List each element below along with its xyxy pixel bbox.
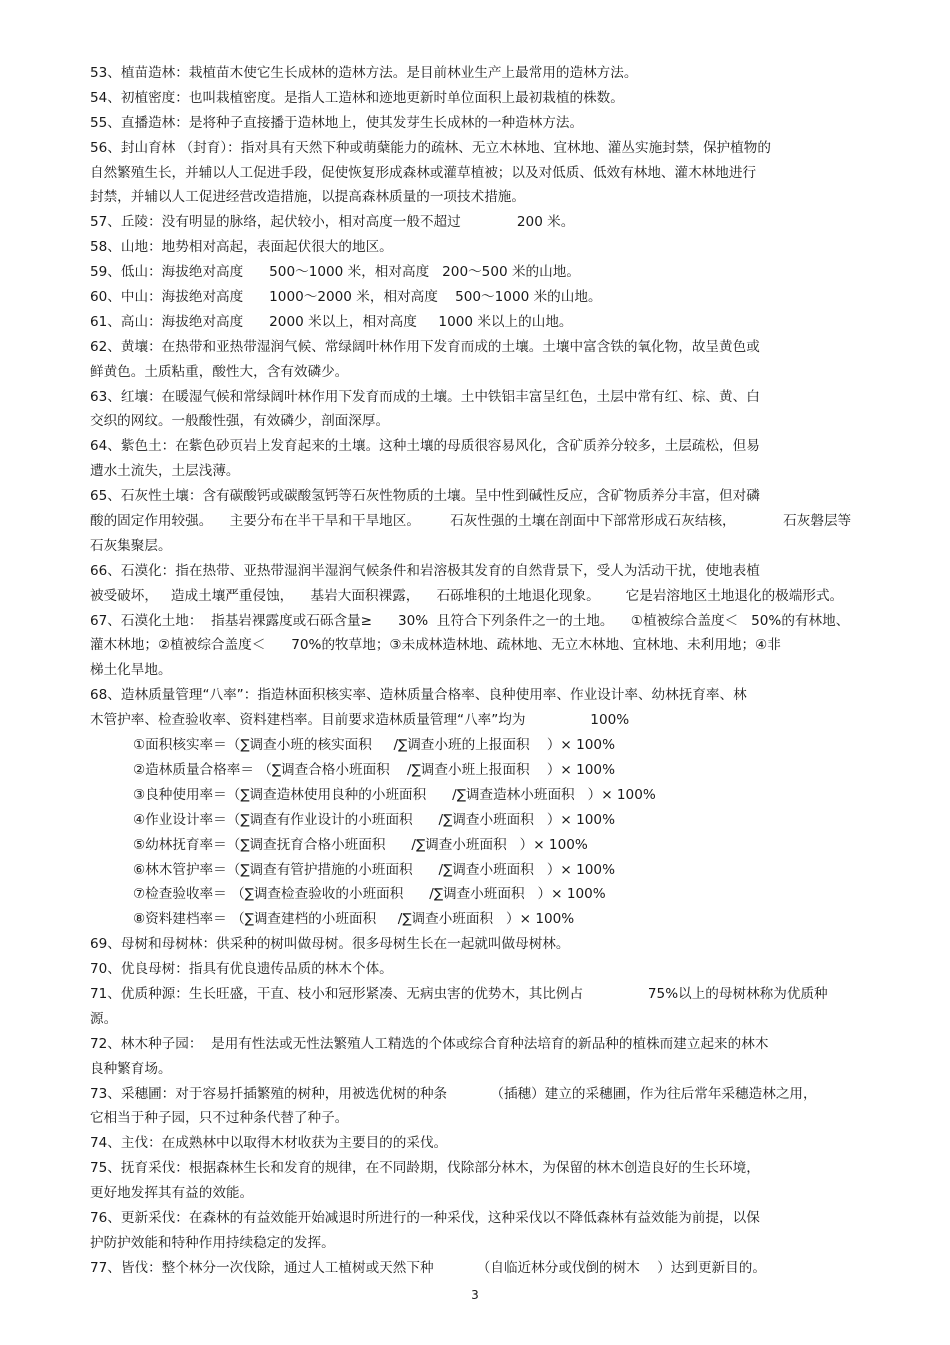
glossary-entry	[90, 1206, 905, 1256]
entry-text-line: 63、红壤：在暖湿气候和常绿阔叶林作用下发育而成的土壤。土中铁铝丰富呈红色，土层中常有红、棕、黄、白	[90, 388, 760, 405]
entry-text-line: 65、石灰性土壤：含有碳酸钙或碳酸氢钙等石灰性物质的土壤。呈中性到碱性反应，含矿物质养分丰富，但对磷	[90, 488, 760, 505]
entry-text-line: 55、直播造林：是将种子直接播于造林地上，使其发芽生长成林的一种造林方法。	[90, 114, 584, 131]
glossary-entry	[90, 111, 905, 136]
entry-text-line: 67、石漠化土地： 指基岩裸露度或石砾含量≥ 30% 且符合下列条件之一的土地。 ①植被综合盖度＜ 50%的有林地、	[90, 612, 850, 629]
entry-text-line: 76、更新采伐：在森林的有益效能开始减退时所进行的一种采伐，这种采伐以不降低森林有益效能为前提，以保	[90, 1209, 760, 1226]
glossary-entry	[90, 260, 905, 285]
entry-text-line: 鲜黄色。土质粘重，酸性大，含有效磷少。	[90, 363, 349, 380]
entry-text-line: 72、林木种子园： 是用有性法或无性法繁殖人工精选的个体或综合育种法培育的新品种的植株而建立起来的林木	[90, 1035, 769, 1052]
entry-text-line: 69、母树和母树林：供采种的树叫做母树。很多母树生长在一起就叫做母树林。	[90, 936, 570, 953]
entry-text-line: 57、丘陵：没有明显的脉络，起伏较小，相对高度一般不超过 200 米。	[90, 214, 575, 231]
glossary-entry	[90, 235, 905, 260]
entry-text-line: 75、抚育采伐：根据森林生长和发育的规律，在不同龄期，伐除部分林木，为保留的林木创造良好的生长环境，	[90, 1160, 760, 1177]
formula-line: ⑧资料建档率＝ （∑调查建档的小班面积 /∑调查小班面积 ）× 100%	[133, 911, 575, 928]
entry-text-line: 64、紫色土：在紫色砂页岩上发育起来的土壤。这种土壤的母质很容易风化，含矿质养分较多，土层疏松，但易	[90, 438, 760, 455]
entry-text-line: 被受破坏， 造成土壤严重侵蚀， 基岩大面积裸露， 石砾堆积的土地退化现象。 它是岩溶地区土地退化的极端形式。	[90, 587, 844, 604]
glossary-body	[90, 61, 905, 1281]
glossary-entry	[90, 1082, 905, 1132]
entry-text-line: 石灰集聚层。	[90, 537, 172, 554]
formula-line: ④作业设计率＝（∑调查有作业设计的小班面积 /∑调查小班面积 ）× 100%	[133, 811, 615, 828]
entry-text-line: 74、主伐：在成熟林中以取得木材收获为主要目的的采伐。	[90, 1135, 448, 1152]
entry-text-line: 更好地发挥其有益的效能。	[90, 1185, 254, 1202]
glossary-entry	[90, 484, 905, 559]
formula-line: ⑤幼林抚育率＝（∑调查抚育合格小班面积 /∑调查小班面积 ）× 100%	[133, 836, 588, 853]
entry-text-line: 自然繁殖生长，并辅以人工促进手段，促使恢复形成森林或灌草植被；以及对低质、低效有林地、灌木林地进行	[90, 164, 757, 181]
formula-line: ①面积核实率＝（∑调查小班的核实面积 /∑调查小班的上报面积 ）× 100%	[133, 737, 615, 754]
formula-list	[90, 733, 905, 932]
entry-text-line: 56、封山育林 （封育）：指对具有天然下种或萌蘖能力的疏林、无立木林地、宜林地、灌丛实施封禁，保护植物的	[90, 139, 771, 156]
glossary-entry	[90, 310, 905, 335]
formula-line: ②造林质量合格率＝ （∑调查合格小班面积 /∑调查小班上报面积 ）× 100%	[133, 761, 615, 778]
glossary-entry	[90, 932, 905, 957]
glossary-entry	[90, 210, 905, 235]
glossary-entry	[90, 61, 905, 86]
glossary-entry	[90, 285, 905, 310]
glossary-entry	[90, 609, 905, 684]
formula-line: ③良种使用率＝（∑调查造林使用良种的小班面积 /∑调查造林小班面积 ）× 100%	[133, 786, 656, 803]
entry-text-line: 木管护率、检查验收率、资料建档率。目前要求造林质量管理“八率”均为 100%	[90, 712, 630, 729]
page-number: 3	[471, 1288, 479, 1302]
glossary-entry	[90, 1256, 905, 1281]
entry-text-line: 灌木林地；②植被综合盖度＜ 70%的牧草地；③未成林造林地、疏林地、无立木林地、宜林地、未利用地；④非	[90, 637, 781, 654]
entry-text-line: 73、采穗圃：对于容易扦插繁殖的树种，用被选优树的种条 （插穗）建立的采穗圃，作为往后常年采穗造林之用，	[90, 1085, 817, 1102]
entry-text-line: 封禁，并辅以人工促进经营改造措施，以提高森林质量的一项技术措施。	[90, 189, 525, 206]
entry-text-line: 58、山地：地势相对高起，表面起伏很大的地区。	[90, 239, 393, 256]
entry-text-line: 良种繁育场。	[90, 1060, 172, 1077]
entry-text-line: 护防护效能和特种作用持续稳定的发挥。	[90, 1234, 335, 1251]
glossary-entry	[90, 1131, 905, 1156]
entry-text-line: 酸的固定作用较强。 主要分布在半干旱和干旱地区。 石灰性强的土壤在剖面中下部常形成石灰结核， 石灰磐层等	[90, 513, 852, 530]
entry-text-line: 70、优良母树：指具有优良遗传品质的林木个体。	[90, 961, 393, 978]
glossary-entry	[90, 1032, 905, 1082]
glossary-entry	[90, 434, 905, 484]
entry-text-line: 68、造林质量管理“八率”：指造林面积核实率、造林质量合格率、良种使用率、作业设计率、幼林抚育率、林	[90, 687, 747, 704]
glossary-entry	[90, 957, 905, 982]
entry-text-line: 源。	[90, 1010, 118, 1027]
glossary-entry	[90, 1156, 905, 1206]
formula-line: ⑥林木管护率＝（∑调查有管护措施的小班面积 /∑调查小班面积 ）× 100%	[133, 861, 615, 878]
entry-text-line: 60、中山：海拔绝对高度 1000～2000 米，相对高度 500～1000 米的山地。	[90, 289, 602, 306]
entry-text-line: 66、石漠化：指在热带、亚热带湿润半湿润气候条件和岩溶极其发育的自然背景下，受人为活动干扰，使地表植	[90, 562, 760, 579]
entry-text-line: 61、高山：海拔绝对高度 2000 米以上，相对高度 1000 米以上的山地。	[90, 313, 573, 330]
formula-line: ⑦检查验收率＝ （∑调查检查验收的小班面积 /∑调查小班面积 ）× 100%	[133, 886, 606, 903]
glossary-entry	[90, 86, 905, 111]
glossary-entry	[90, 559, 905, 609]
entry-text-line: 71、优质种源：生长旺盛，干直、枝小和冠形紧凑、无病虫害的优势木，其比例占 75%以上的母树林称为优质种	[90, 985, 828, 1002]
entry-text-line: 遭水土流失，土层浅薄。	[90, 463, 240, 480]
entry-text-line: 62、黄壤：在热带和亚热带湿润气候、常绿阔叶林作用下发育而成的土壤。土壤中富含铁的氧化物，故呈黄色或	[90, 338, 760, 355]
glossary-entry	[90, 335, 905, 385]
glossary-entry	[90, 385, 905, 435]
entry-text-line: 梯土化旱地。	[90, 662, 172, 679]
entry-text-line: 53、植苗造林：栽植苗木使它生长成林的造林方法。是目前林业生产上最常用的造林方法。	[90, 65, 638, 81]
glossary-entry	[90, 683, 905, 733]
entry-text-line: 59、低山：海拔绝对高度 500～1000 米，相对高度 200～500 米的山地。	[90, 264, 580, 281]
entry-text-line: 它相当于种子园，只不过种条代替了种子。	[90, 1110, 349, 1127]
glossary-entry	[90, 982, 905, 1032]
glossary-entry	[90, 136, 905, 211]
entry-text-line: 77、皆伐：整个林分一次伐除，通过人工植树或天然下种 （自临近林分或伐倒的树木 ）达到更新目的。	[90, 1259, 766, 1276]
entry-text-line: 交织的网纹。一般酸性强，有效磷少，剖面深厚。	[90, 413, 390, 430]
entry-text-line: 54、初植密度：也叫栽植密度。是指人工造林和迹地更新时单位面积上最初栽植的株数。	[90, 89, 624, 106]
